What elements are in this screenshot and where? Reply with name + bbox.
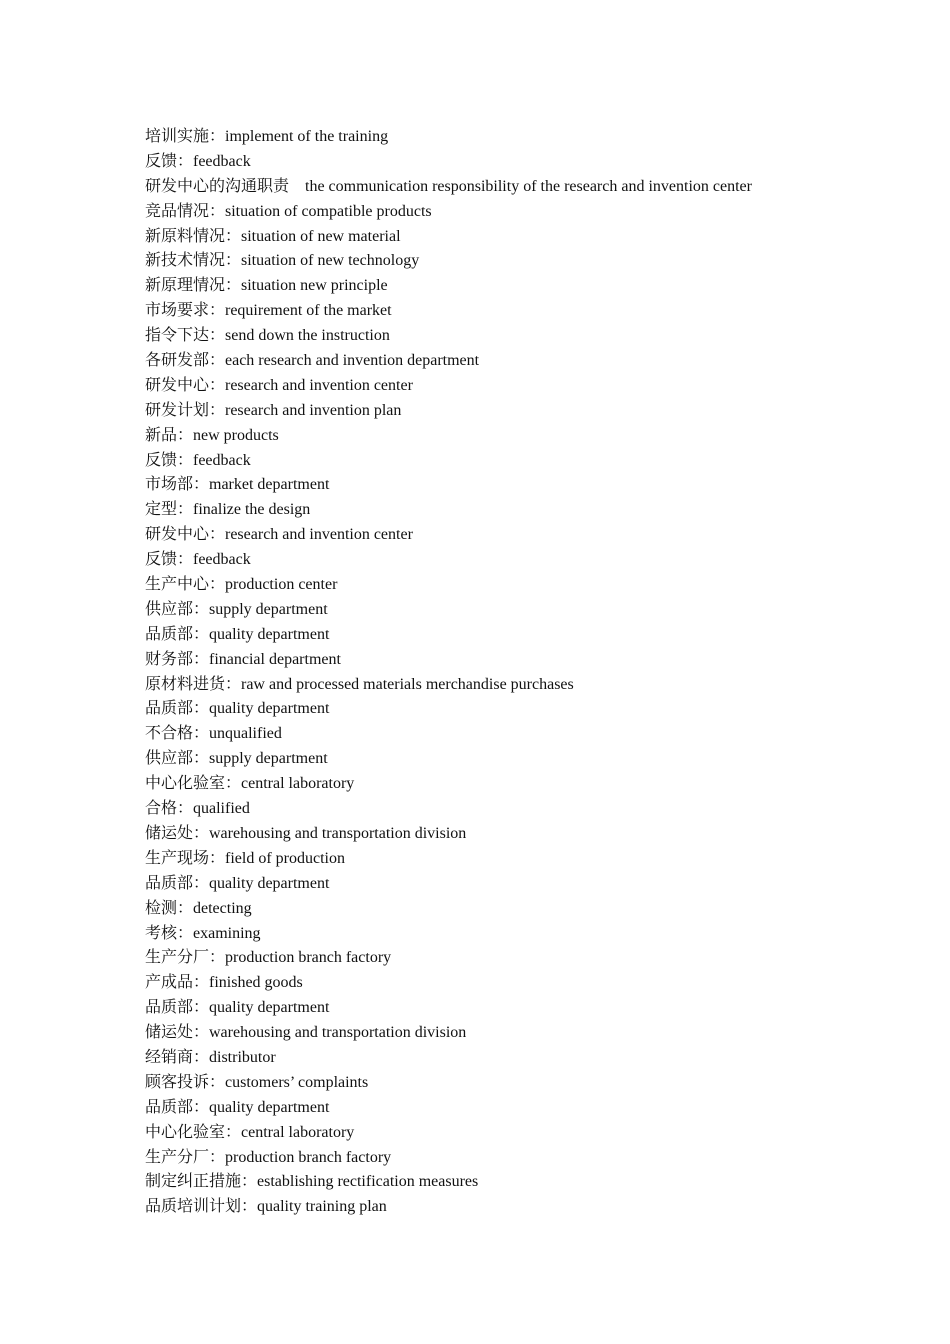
entry-text: 品质部：quality department [145, 874, 330, 892]
glossary-entry [145, 847, 905, 872]
glossary-entry [145, 424, 905, 449]
glossary-entry [145, 150, 905, 175]
entry-text: 中心化验室：central laboratory [145, 1123, 355, 1141]
entry-text: 新品：new products [145, 426, 279, 444]
glossary-entry [145, 200, 905, 225]
entry-text: 中心化验室：central laboratory [145, 775, 355, 793]
glossary-entry [145, 623, 905, 648]
glossary-entry [145, 872, 905, 897]
glossary-entry [145, 996, 905, 1021]
glossary-entry [145, 1021, 905, 1046]
entry-text: 不合格：unqualified [145, 725, 282, 743]
glossary-entry [145, 299, 905, 324]
glossary-entry [145, 1121, 905, 1146]
entry-text: 品质部：quality department [145, 700, 330, 718]
entry-text: 新原料情况：situation of new material [145, 227, 401, 245]
glossary-entry [145, 399, 905, 424]
glossary-entry [145, 797, 905, 822]
glossary-entry [145, 573, 905, 598]
entry-text: 品质培训计划：quality training plan [145, 1198, 387, 1216]
entry-text: 新技术情况：situation of new technology [145, 252, 420, 270]
glossary-entry [145, 225, 905, 250]
glossary-entry [145, 449, 905, 474]
entry-text: 经销商：distributor [145, 1048, 276, 1066]
entry-text: 品质部：quality department [145, 999, 330, 1017]
entry-text: 合格：qualified [145, 800, 250, 818]
glossary-entry [145, 1096, 905, 1121]
entry-text: 研发中心的沟通职责 the communication responsibility of the research and invention center [145, 177, 752, 195]
glossary-entry [145, 922, 905, 947]
glossary-entry [145, 1146, 905, 1171]
glossary-entry [145, 473, 905, 498]
entry-text: 研发计划：research and invention plan [145, 401, 402, 419]
glossary-entry [145, 1170, 905, 1195]
entry-text: 产成品：finished goods [145, 974, 303, 992]
glossary-entry [145, 498, 905, 523]
entry-text: 生产中心：production center [145, 576, 338, 594]
glossary-entry [145, 523, 905, 548]
glossary-entry [145, 1195, 905, 1220]
glossary-entry [145, 822, 905, 847]
entry-text: 市场要求：requirement of the market [145, 302, 392, 320]
entry-text: 生产分厂：production branch factory [145, 1148, 392, 1166]
glossary-entry [145, 673, 905, 698]
entry-text: 检测：detecting [145, 899, 252, 917]
entry-text: 顾客投诉：customers’ complaints [145, 1073, 369, 1091]
glossary-entry [145, 374, 905, 399]
glossary-entry [145, 324, 905, 349]
entry-text: 原材料进货：raw and processed materials merchandise purchases [145, 675, 574, 693]
entry-text: 供应部：supply department [145, 750, 328, 768]
entry-text: 品质部：quality department [145, 1098, 330, 1116]
entry-text: 各研发部：each research and invention department [145, 352, 480, 370]
glossary-entry [145, 648, 905, 673]
entry-text: 新原理情况：situation new principle [145, 277, 388, 295]
entry-text: 指令下达：send down the instruction [145, 327, 390, 345]
entry-text: 生产现场：field of production [145, 849, 345, 867]
glossary-entry [145, 971, 905, 996]
entry-text: 市场部：market department [145, 476, 330, 494]
entry-text: 储运处：warehousing and transportation division [145, 824, 467, 842]
glossary-list [145, 125, 905, 1220]
entry-text: 反馈：feedback [145, 551, 251, 569]
entry-text: 竞品情况：situation of compatible products [145, 202, 432, 220]
glossary-entry [145, 722, 905, 747]
glossary-entry [145, 946, 905, 971]
entry-text: 生产分厂：production branch factory [145, 949, 392, 967]
entry-text: 反馈：feedback [145, 152, 251, 170]
glossary-entry [145, 125, 905, 150]
glossary-entry [145, 772, 905, 797]
entry-text: 培训实施：implement of the training [145, 128, 389, 145]
entry-text: 考核：examining [145, 924, 261, 942]
glossary-entry [145, 274, 905, 299]
entry-text: 财务部：financial department [145, 650, 341, 668]
glossary-entry [145, 175, 905, 200]
glossary-entry [145, 249, 905, 274]
glossary-entry [145, 747, 905, 772]
glossary-entry [145, 697, 905, 722]
glossary-entry [145, 598, 905, 623]
entry-text: 反馈：feedback [145, 451, 251, 469]
entry-text: 研发中心：research and invention center [145, 526, 413, 544]
glossary-entry [145, 1046, 905, 1071]
glossary-entry [145, 897, 905, 922]
entry-text: 供应部：supply department [145, 600, 328, 618]
entry-text: 储运处：warehousing and transportation division [145, 1024, 467, 1042]
glossary-entry [145, 548, 905, 573]
entry-text: 研发中心：research and invention center [145, 376, 413, 394]
entry-text: 品质部：quality department [145, 625, 330, 643]
glossary-entry [145, 1071, 905, 1096]
glossary-entry [145, 349, 905, 374]
entry-text: 定型：finalize the design [145, 501, 311, 519]
entry-text: 制定纠正措施：establishing rectification measures [145, 1173, 479, 1191]
